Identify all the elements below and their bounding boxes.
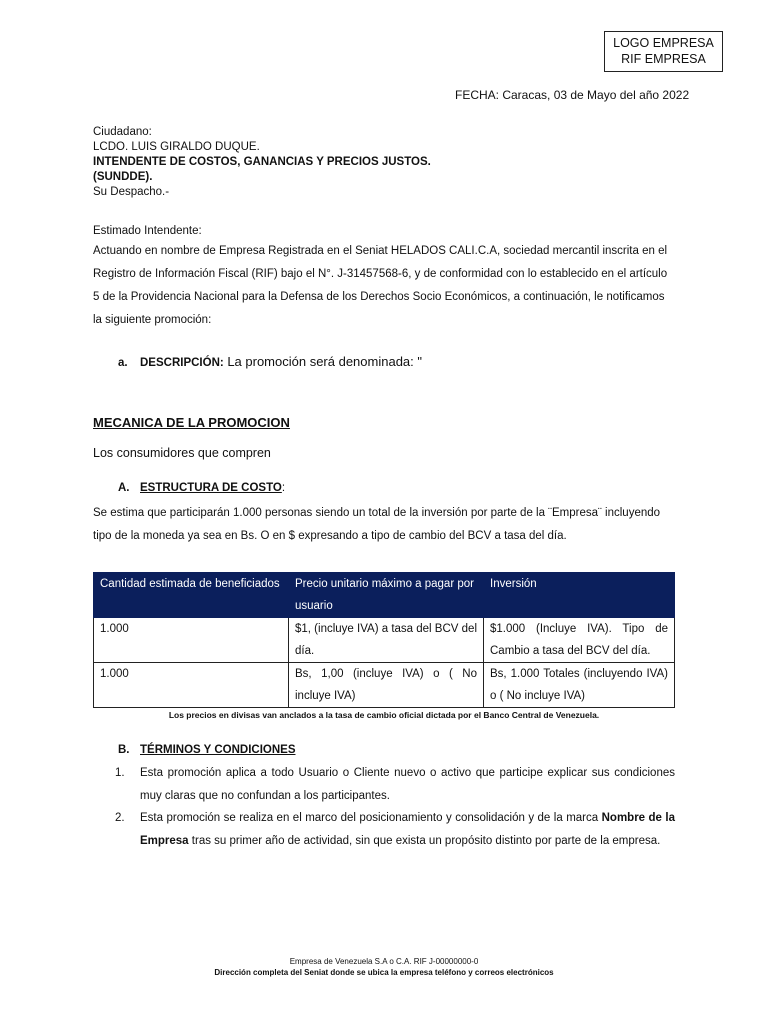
consumers-text: Los consumidores que compren [93, 446, 271, 460]
addressee-closing: Su Despacho.- [93, 186, 170, 198]
table-cell: Bs, 1.000 Totales (incluyendo IVA) o ( No incluye IVA) [484, 663, 675, 708]
section-a-heading [118, 482, 285, 494]
company-name-placeholder: Nombre de la Empresa [140, 812, 675, 847]
description-value: La promoción será denominada: " [223, 354, 422, 369]
addressee-title: INTENDENTE DE COSTOS, GANANCIAS Y PRECIOS JUSTOS. [93, 156, 431, 168]
table-cell: Bs, 1,00 (incluye IVA) o ( No incluye IVA) [289, 663, 484, 708]
addressee-block [93, 125, 431, 200]
cost-table [93, 572, 675, 708]
terms-item-text: Esta promoción aplica a todo Usuario o Cliente nuevo o activo que participe explicar sus condiciones muy claras que no confundan a los participantes. [140, 767, 675, 802]
section-a-suffix: : [281, 482, 286, 494]
addressee-salutation: Ciudadano: [93, 126, 152, 138]
table-row [94, 663, 675, 708]
table-cell: $1, (incluye IVA) a tasa del BCV del día. [289, 618, 484, 663]
section-a-label: ESTRUCTURA DE COSTO [140, 482, 282, 494]
terms-item-number: 2. [115, 812, 125, 824]
intro-paragraph: Actuando en nombre de Empresa Registrada en el Seniat HELADOS CALI.C.A, sociedad mercantil inscrita en el Registro de Información Fiscal (RIF) bajo el N°. J-31457568-6, y de conformidad con lo establecido en el artículo 5 de la Providencia Nacional para la Defensa de los Derechos Socio Económicos, a continuación, le notificamos la siguiente promoción: [93, 245, 668, 326]
table-header-cell: Precio unitario máximo a pagar por usuario [289, 573, 484, 618]
table-cell: $1.000 (Incluye IVA). Tipo de Cambio a tasa del BCV del día. [484, 618, 675, 663]
description-label: DESCRIPCIÓN: [140, 357, 224, 369]
table-header-row [94, 573, 675, 618]
terms-item-text-post: tras su primer año de actividad, sin que exista un propósito distinto por parte de la empresa. [188, 835, 661, 847]
addressee-name: LCDO. LUIS GIRALDO DUQUE. [93, 141, 260, 153]
section-b-label: TÉRMINOS Y CONDICIONES [140, 744, 296, 756]
addressee-org: (SUNDDE). [93, 171, 153, 183]
table-cell: 1.000 [94, 663, 289, 708]
date-line: FECHA: Caracas, 03 de Mayo del año 2022 [455, 88, 690, 102]
table-header-cell: Cantidad estimada de beneficiados [94, 573, 289, 618]
footer-company: Empresa de Venezuela S.A o C.A. RIF J-00000000-0 [289, 957, 479, 966]
terms-item-text [140, 807, 675, 853]
table-row [94, 618, 675, 663]
logo-box [604, 31, 723, 72]
terms-item-number: 1. [115, 767, 125, 779]
description-letter: a. [118, 357, 128, 369]
terms-item [115, 807, 675, 853]
section-b-heading [118, 744, 296, 756]
table-header-cell: Inversión [484, 573, 675, 618]
logo-line-2: RIF EMPRESA [621, 52, 706, 66]
section-b-letter: B. [118, 744, 130, 756]
table-footnote: Los precios en divisas van anclados a la tasa de cambio oficial dictada por el Banco Central de Venezuela. [168, 710, 600, 720]
footer-address: Dirección completa del Seniat donde se ubica la empresa teléfono y correos electrónicos [214, 968, 554, 977]
description-item [118, 354, 422, 369]
section-a-letter: A. [118, 482, 130, 494]
logo-line-1: LOGO EMPRESA [613, 36, 714, 50]
terms-item-text-pre: Esta promoción se realiza en el marco del posicionamiento y consolidación y de la marca [140, 812, 602, 824]
mechanics-title: MECANICA DE LA PROMOCION [93, 415, 290, 430]
greeting: Estimado Intendente: [93, 225, 202, 237]
terms-item [115, 762, 675, 808]
section-a-paragraph: Se estima que participarán 1.000 personas siendo un total de la inversión por parte de la ¨Empresa¨ incluyendo tipo de la moneda ya sea en Bs. O en $ expresando a tipo de cambio del BCV a tasa del día. [93, 507, 661, 542]
table-cell: 1.000 [94, 618, 289, 663]
